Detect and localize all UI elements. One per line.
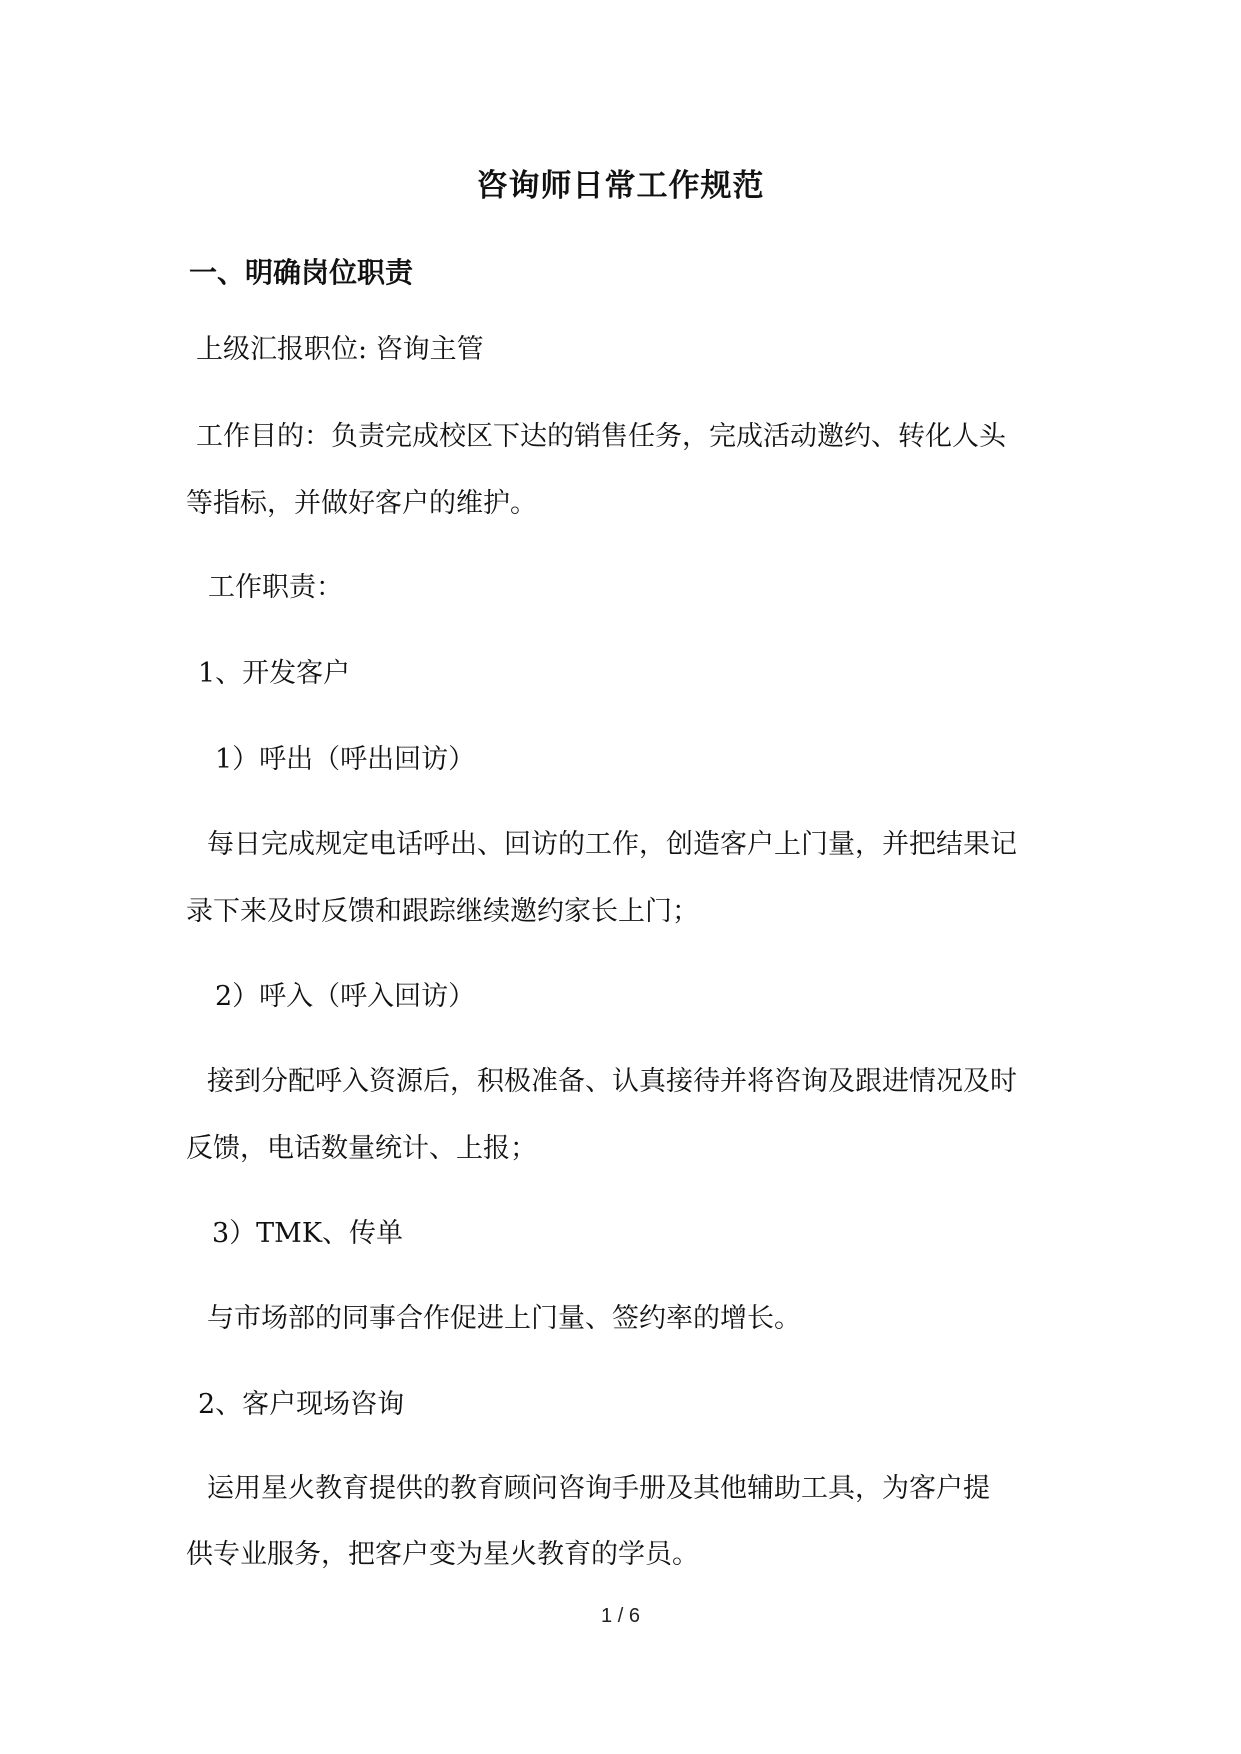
item-1-3-heading: 3）TMK、传单 <box>212 1218 404 1249</box>
item-1-1-line-2: 录下来及时反馈和跟踪继续邀约家长上门； <box>186 896 699 927</box>
item-1-2-line-2: 反馈，电话数量统计、上报； <box>186 1133 537 1164</box>
item-1-1-line-1: 每日完成规定电话呼出、回访的工作，创造客户上门量，并把结果记 <box>207 829 1017 860</box>
item-2-line-2: 供专业服务，把客户变为星火教育的学员。 <box>186 1539 699 1570</box>
page-title: 咨询师日常工作规范 <box>476 168 765 204</box>
section-heading-responsibilities: 一、明确岗位职责 <box>189 256 414 289</box>
item-1-heading: 1、开发客户 <box>198 658 351 689</box>
purpose-line-1: 工作目的：负责完成校区下达的销售任务，完成活动邀约、转化人头 <box>196 421 1006 452</box>
page-number: 1 / 6 <box>601 1605 640 1627</box>
item-2-line-1: 运用星火教育提供的教育顾问咨询手册及其他辅助工具，为客户提 <box>207 1473 990 1504</box>
reporting-line: 上级汇报职位: 咨询主管 <box>196 334 484 365</box>
item-1-1-heading: 1）呼出（呼出回访） <box>215 744 476 775</box>
duties-label: 工作职责： <box>208 572 343 603</box>
item-1-2-line-1: 接到分配呼入资源后，积极准备、认真接待并将咨询及跟进情况及时 <box>207 1066 1017 1097</box>
item-1-2-heading: 2）呼入（呼入回访） <box>215 981 476 1012</box>
item-2-heading: 2、客户现场咨询 <box>198 1389 405 1420</box>
purpose-line-2: 等指标，并做好客户的维护。 <box>186 488 537 519</box>
item-1-3-line-1: 与市场部的同事合作促进上门量、签约率的增长。 <box>207 1303 801 1334</box>
